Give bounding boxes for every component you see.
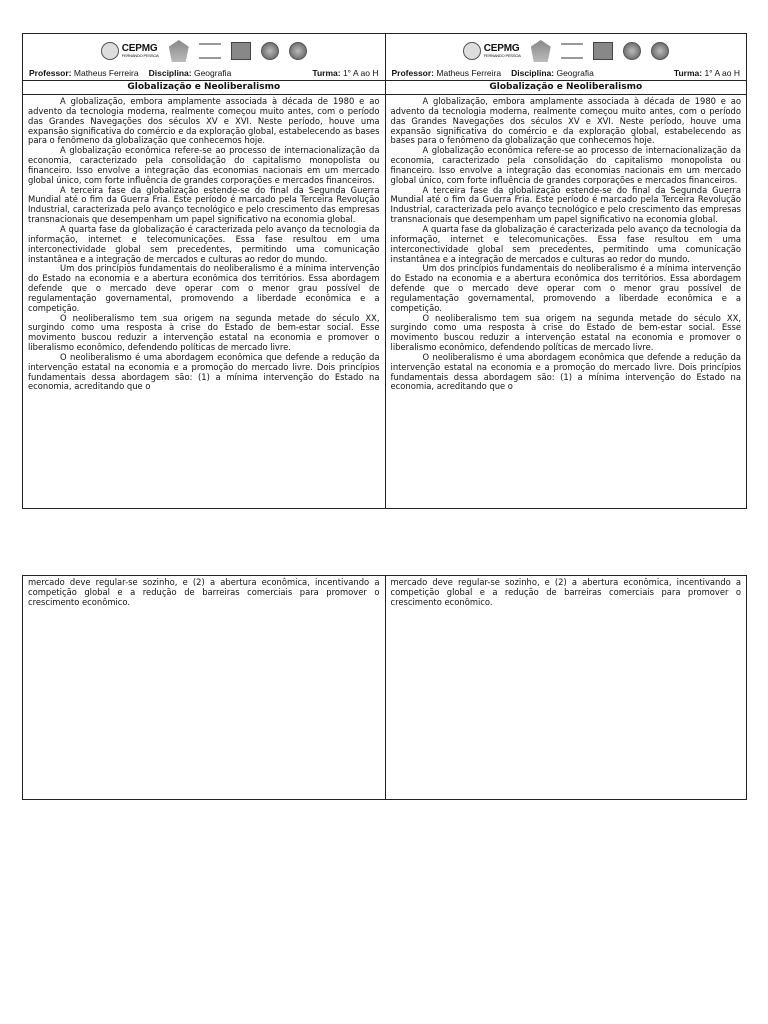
paragraph: A terceira fase da globalização estende-se do final da Segunda Guerra Mundial até o fim da Guerra Fria. Este período é marcado pela Terceira Revolução Industrial, caracterizada pelo avanço tecnológico e pelo crescimento das empresas transnacionais que desempenham um papel significativo na economia global. bbox=[28, 184, 380, 225]
paragraph: Um dos princípios fundamentais do neoliberalismo é a mínima intervenção do Estado na economia e a abertura econômica dos territórios. Essa abordagem defende que o mercado deve operar com o menor grau possível de regulamentação governamental, promovendo a liberdade econômica e a competição. bbox=[390, 263, 741, 313]
crest-icon bbox=[531, 40, 551, 62]
badge-icon bbox=[289, 42, 307, 60]
flag-icon bbox=[231, 42, 251, 60]
paragraph: O neoliberalismo é uma abordagem econômica que defende a redução da intervenção estatal na economia e a promoção do mercado livre. Dois princípios fundamentais dessa abordagem são: (1) a mínima intervenção do Estado na economia, acreditando que o bbox=[28, 351, 380, 392]
professor-label: Professor: bbox=[29, 68, 72, 78]
page-top bbox=[22, 33, 747, 509]
paragraph-continuation: mercado deve regular-se sozinho, e (2) a abertura econômica, incentivando a competição global e a redução de barreiras comerciais para promover o crescimento econômico. bbox=[28, 577, 380, 607]
logo-subtext: FERNANDO PESSOA bbox=[483, 53, 521, 58]
logo-subtext: FERNANDO PESSOA bbox=[121, 53, 159, 58]
text-body bbox=[23, 95, 385, 392]
logo-bar bbox=[23, 34, 385, 68]
text-body bbox=[386, 95, 747, 392]
column-right bbox=[385, 34, 747, 508]
document-title: Globalização e Neoliberalismo bbox=[386, 81, 747, 95]
paragraph: A globalização, embora amplamente associada à década de 1980 e ao advento da tecnologia moderna, realmente começou muito antes, com o período das Grandes Navegações dos séculos XV e XVI. Neste período, houve uma expansão significativa do comércio e da exploração global, estabelecendo as bases para o fenômeno da globalização que conhecemos hoje. bbox=[390, 96, 741, 146]
paragraph: A globalização, embora amplamente associada à década de 1980 e ao advento da tecnologia moderna, realmente começou muito antes, com o período das Grandes Navegações dos séculos XV e XVI. Neste período, houve uma expansão significativa do comércio e da exploração global, estabelecendo as bases para o fenômeno da globalização que conhecemos hoje. bbox=[28, 96, 380, 146]
badge-icon bbox=[651, 42, 669, 60]
cepmg-emblem-icon bbox=[463, 42, 481, 60]
flag-icon bbox=[593, 42, 613, 60]
seal-icon bbox=[623, 42, 641, 60]
disciplina-value: Geografia bbox=[556, 68, 594, 78]
disciplina-value: Geografia bbox=[193, 68, 232, 78]
paragraph: A terceira fase da globalização estende-se do final da Segunda Guerra Mundial até o fim da Guerra Fria. Este período é marcado pela Terceira Revolução Industrial, caracterizada pelo avanço tecnológico e pelo crescimento das empresas transnacionais que desempenham um papel significativo na economia global. bbox=[390, 184, 741, 225]
turma-value: 1° A ao H bbox=[342, 68, 379, 78]
column-right bbox=[385, 576, 747, 799]
paragraph: O neoliberalismo tem sua origem na segunda metade do século XX, surgindo como uma resposta à crise do Estado de bem-estar social. Esse movimento buscou reduzir a intervenção estatal na economia e promover o liberalismo econômico, defendendo políticas de mercado livre. bbox=[28, 312, 380, 353]
paragraph: A globalização econômica refere-se ao processo de internacionalização da economia, caracterizado pela consolidação do capitalismo monopolista ou financeiro. Isso envolve a integração das economias nacionais em um mercado global único, com forte influência de grandes corporações e mercados financeiros. bbox=[28, 145, 380, 185]
turma-label: Turma: bbox=[312, 68, 341, 78]
page-bottom bbox=[22, 575, 747, 800]
paragraph: O neoliberalismo é uma abordagem econômica que defende a redução da intervenção estatal na economia e a promoção do mercado livre. Dois princípios fundamentais dessa abordagem são: (1) a mínima intervenção do Estado na economia, acreditando que o bbox=[390, 351, 741, 392]
cepmg-logo bbox=[463, 42, 521, 60]
paragraph: A globalização econômica refere-se ao processo de internacionalização da economia, caracterizado pela consolidação do capitalismo monopolista ou financeiro. Isso envolve a integração das economias nacionais em um mercado global único, com forte influência de grandes corporações e mercados financeiros. bbox=[390, 145, 741, 185]
disciplina-label: Disciplina: bbox=[148, 68, 192, 78]
professor-name: Matheus Ferreira bbox=[436, 68, 502, 78]
info-row bbox=[23, 68, 385, 81]
text-body bbox=[386, 576, 747, 608]
column-left bbox=[23, 576, 385, 799]
text-body bbox=[23, 576, 385, 608]
paragraph: A quarta fase da globalização é caracterizada pelo avanço da tecnologia da informação, internet e telecomunicações. Essa fase resultou em uma interconectividade global sem precedentes, permitindo uma comunicação instantânea e a integração de mercados e culturas ao redor do mundo. bbox=[28, 223, 380, 264]
paragraph-continuation: mercado deve regular-se sozinho, e (2) a abertura econômica, incentivando a competição global e a redução de barreiras comerciais para promover o crescimento econômico. bbox=[390, 577, 741, 607]
disciplina-label: Disciplina: bbox=[511, 68, 555, 78]
info-row bbox=[386, 68, 747, 81]
turma-value: 1° A ao H bbox=[704, 68, 740, 78]
paragraph: A quarta fase da globalização é caracterizada pelo avanço da tecnologia da informação, internet e telecomunicações. Essa fase resultou em uma interconectividade global sem precedentes, permitindo uma comunicação instantânea e a integração de mercados e culturas ao redor do mundo. bbox=[390, 223, 741, 264]
crest-icon bbox=[169, 40, 189, 62]
secretaria-logo bbox=[199, 43, 221, 59]
logo-text: CEPMG bbox=[121, 43, 158, 54]
logo-text: CEPMG bbox=[483, 43, 520, 54]
turma-label: Turma: bbox=[673, 68, 703, 78]
secretaria-logo bbox=[561, 43, 583, 59]
document-title: Globalização e Neoliberalismo bbox=[23, 81, 385, 95]
professor-name: Matheus Ferreira bbox=[73, 68, 139, 78]
logo-bar bbox=[386, 34, 747, 68]
paragraph: Um dos princípios fundamentais do neoliberalismo é a mínima intervenção do Estado na economia e a abertura econômica dos territórios. Essa abordagem defende que o mercado deve operar com o menor grau possível de regulamentação governamental, promovendo a liberdade econômica e a competição. bbox=[28, 263, 380, 313]
cepmg-logo bbox=[101, 42, 159, 60]
professor-label: Professor: bbox=[391, 68, 435, 78]
cepmg-emblem-icon bbox=[101, 42, 119, 60]
seal-icon bbox=[261, 42, 279, 60]
column-left bbox=[23, 34, 385, 508]
paragraph: O neoliberalismo tem sua origem na segunda metade do século XX, surgindo como uma resposta à crise do Estado de bem-estar social. Esse movimento buscou reduzir a intervenção estatal na economia e promover o liberalismo econômico, defendendo políticas de mercado livre. bbox=[390, 312, 741, 353]
